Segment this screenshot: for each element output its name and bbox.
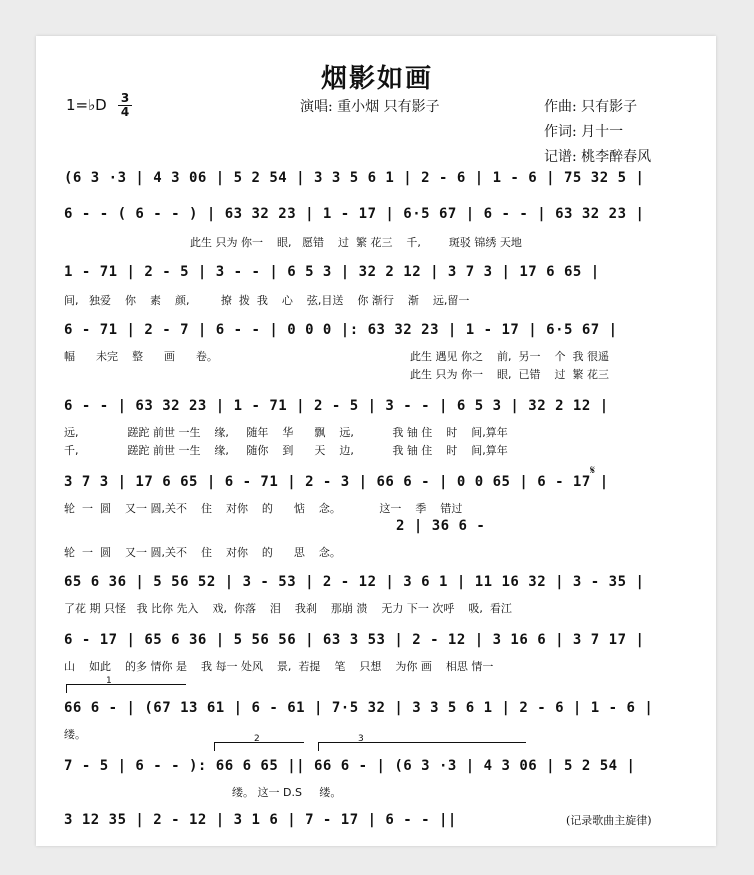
volta-number: 1 bbox=[106, 676, 112, 686]
lyric-row: 此生 只为 你一 眼, 愿错 过 繁 花三 千, 斑驳 锦绣 天地 bbox=[190, 236, 522, 249]
notation-row: 6 - - | 63 32 23 | 1 - 71 | 2 - 5 | 3 - - | 6 5 3 | 32 2 12 | bbox=[64, 398, 609, 414]
notation-row: 6 - 17 | 65 6 36 | 5 56 56 | 63 3 53 | 2 - 12 | 3 16 6 | 3 7 17 | bbox=[64, 632, 645, 648]
notation-row: 3 12 35 | 2 - 12 | 3 1 6 | 7 - 17 | 6 - - || bbox=[64, 812, 457, 828]
lyric-row: 远, 蹉跎 前世 一生 缘, 随年 华 飘 远, 我 铀 住 时 间,算年 bbox=[64, 426, 508, 439]
volta-number: 2 bbox=[254, 734, 260, 744]
composer-credit: 作曲: 只有影子 bbox=[544, 99, 638, 115]
lyric-row: 缕。 这一 D.S 缕。 bbox=[232, 786, 342, 799]
time-signature bbox=[118, 92, 132, 119]
lyric-row: 千, 蹉跎 前世 一生 缘, 随你 到 天 边, 我 铀 住 时 间,算年 bbox=[64, 444, 508, 457]
notation-row: 7 - 5 | 6 - - ): 66 6 65 || 66 6 - | (6 3 ·3 | 4 3 06 | 5 2 54 | bbox=[64, 758, 636, 774]
notation-row: (6 3 ·3 | 4 3 06 | 5 2 54 | 3 3 5 6 1 | 2 - 6 | 1 - 6 | 75 32 5 | bbox=[64, 170, 645, 186]
lyric-row: 幅 未完 整 画 卷。 bbox=[64, 350, 218, 363]
notation-row: 6 - - ( 6 - - ) | 63 32 23 | 1 - 17 | 6·5 67 | 6 - - | 63 32 23 | bbox=[64, 206, 645, 222]
volta-bracket-1 bbox=[66, 676, 186, 693]
volta-bracket-edge bbox=[214, 743, 215, 751]
notation-row: 6 - 71 | 2 - 7 | 6 - - | 0 0 0 |: 63 32 23 | 1 - 17 | 6·5 67 | bbox=[64, 322, 618, 338]
singer-credit: 演唱: 重小烟 只有影子 bbox=[300, 99, 440, 115]
notation-row: 2 | 36 6 - bbox=[396, 518, 486, 534]
volta-number: 3 bbox=[358, 734, 364, 744]
lyric-row: 了花 期 只怪 我 比你 先入 戏, 你落 泪 我刹 那崩 溃 无力 下一 次呼 吸, 看江 bbox=[64, 602, 512, 615]
footnote: (记录歌曲主旋律) bbox=[566, 814, 652, 827]
lyric-row: 山 如此 的多 情你 是 我 每一 处风 景, 若提 笔 只想 为你 画 相思 情一 bbox=[64, 660, 494, 673]
song-title: 烟影如画 bbox=[320, 64, 433, 94]
notation-row: 66 6 - | (67 13 61 | 6 - 61 | 7·5 32 | 3 3 5 6 1 | 2 - 6 | 1 - 6 | bbox=[64, 700, 654, 716]
lyric-row: 缕。 bbox=[64, 728, 86, 741]
lyricist-credit: 作词: 月十一 bbox=[544, 124, 624, 140]
notation-row: 3 7 3 | 17 6 65 | 6 - 71 | 2 - 3 | 66 6 - | 0 0 65 | 6 - 17 | bbox=[64, 474, 609, 490]
volta-bracket-2 bbox=[214, 734, 304, 751]
key-signature: 1=♭D bbox=[66, 96, 107, 114]
lyric-row: 此生 只为 你一 眼, 已错 过 繁 花三 bbox=[410, 368, 609, 381]
notation-row: 65 6 36 | 5 56 52 | 3 - 53 | 2 - 12 | 3 6 1 | 11 16 32 | 3 - 35 | bbox=[64, 574, 645, 590]
volta-bracket-edge bbox=[318, 743, 319, 751]
segno-sign: 𝄋 bbox=[590, 463, 596, 477]
lyric-row: 轮 一 圆 又一 圆,关不 住 对你 的 惦 念。 这一 季 错过 bbox=[64, 502, 463, 515]
time-signature-top: 3 bbox=[120, 91, 130, 105]
lyric-row: 此生 遇见 你之 前, 另一 个 我 很遥 bbox=[410, 350, 609, 363]
volta-bracket-3 bbox=[318, 734, 526, 751]
lyric-row: 轮 一 圆 又一 圆,关不 住 对你 的 思 念。 bbox=[64, 546, 341, 559]
lyric-row: 间, 独爱 你 素 颜, 撩 拨 我 心 弦,目送 你 渐行 渐 远,留一 bbox=[64, 294, 470, 307]
transcriber-credit: 记谱: 桃李醉春风 bbox=[544, 149, 652, 165]
notation-row: 1 - 71 | 2 - 5 | 3 - - | 6 5 3 | 32 2 12 | 3 7 3 | 17 6 65 | bbox=[64, 264, 600, 280]
volta-bracket-edge bbox=[66, 685, 67, 693]
time-signature-bottom: 4 bbox=[118, 105, 132, 119]
